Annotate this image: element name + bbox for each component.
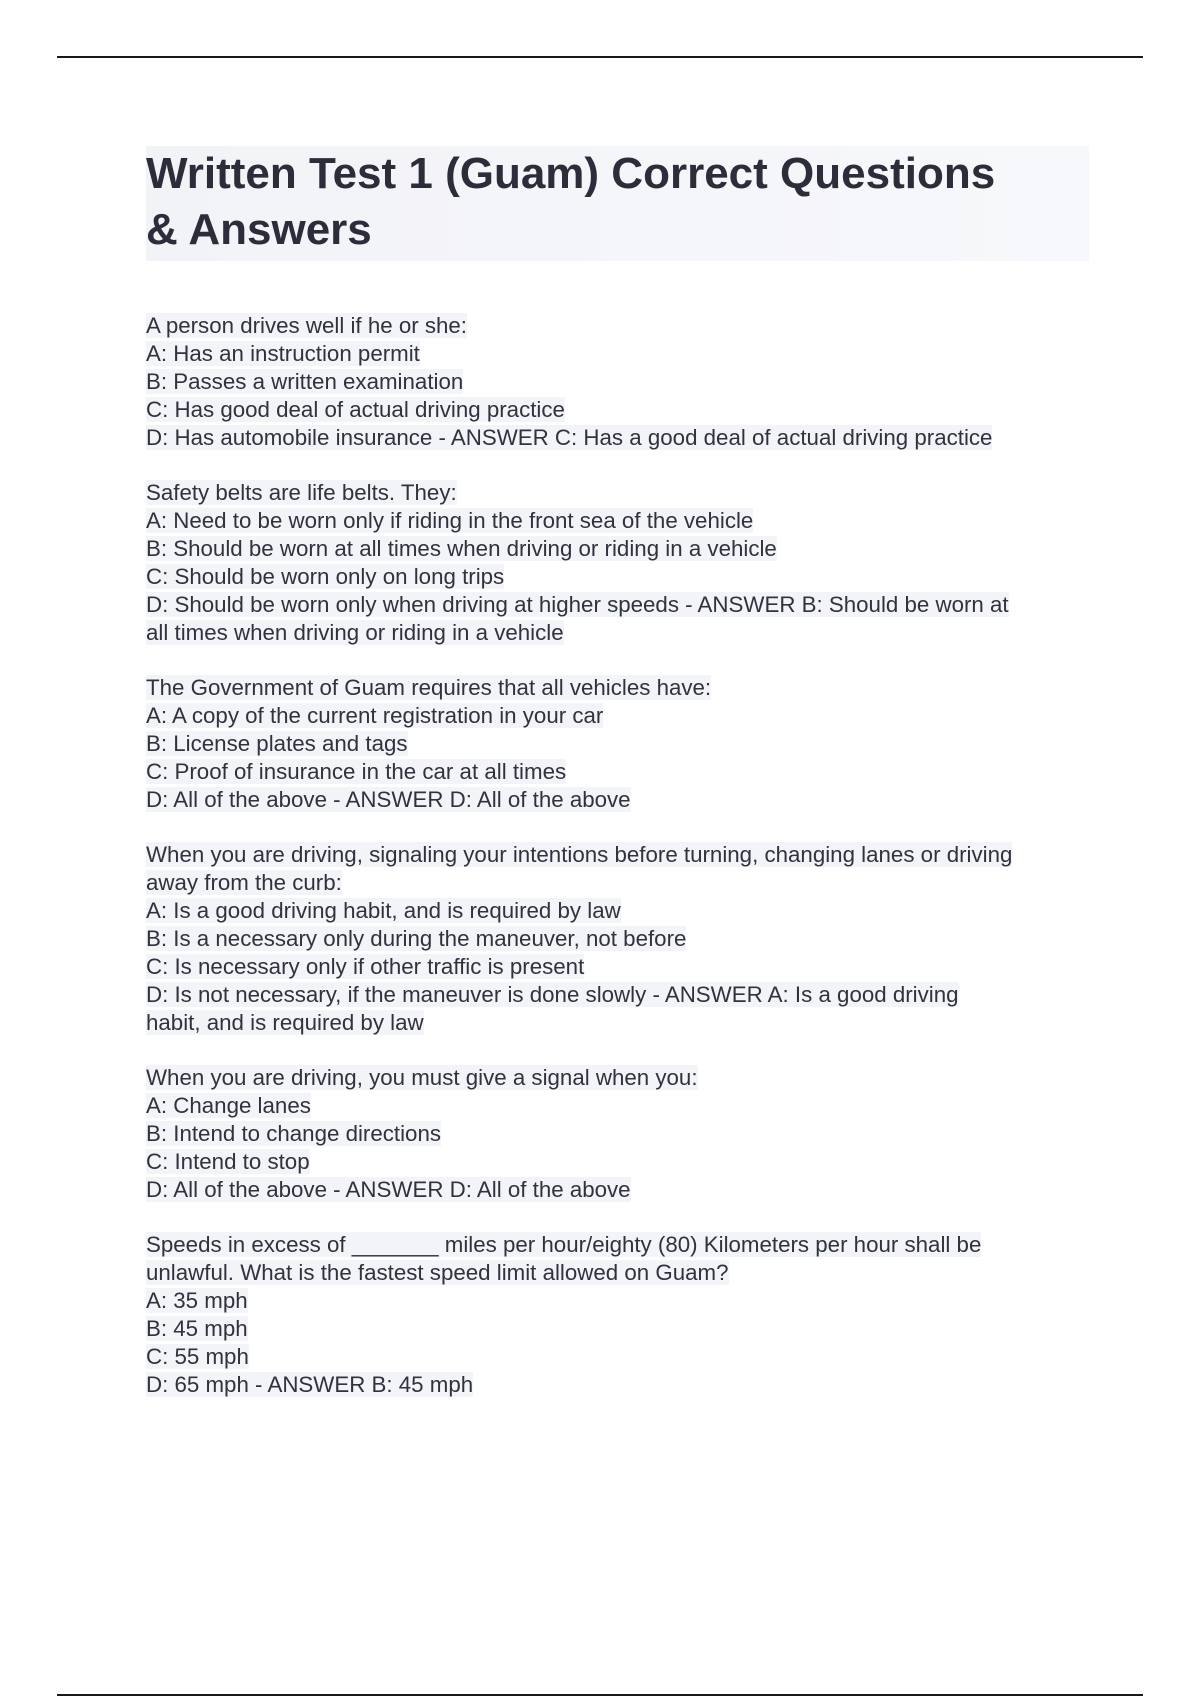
- question-line: [146, 1343, 1096, 1371]
- question-block: [146, 312, 1096, 452]
- question-line: [146, 702, 1096, 730]
- question-line: [146, 758, 1096, 786]
- question-line: [146, 1315, 1096, 1343]
- question-text: [146, 1064, 1096, 1092]
- question-line-text: B: License plates and tags: [146, 731, 408, 756]
- question-line: [146, 507, 1096, 535]
- question-text: [146, 312, 1096, 340]
- question-line-text: A: A copy of the current registration in your car: [146, 703, 604, 728]
- top-rule: [57, 56, 1143, 58]
- question-line-text: C: 55 mph: [146, 1344, 249, 1369]
- question-line: [146, 869, 1096, 897]
- question-line: [146, 1148, 1096, 1176]
- page-title-line: & Answers: [146, 205, 372, 254]
- question-line-text: A: 35 mph: [146, 1288, 248, 1313]
- question-line: [146, 897, 1096, 925]
- question-line: [146, 368, 1096, 396]
- question-line: [146, 925, 1096, 953]
- question-line-text: The Government of Guam requires that all vehicles have:: [146, 675, 712, 700]
- question-line-text: D: Has automobile insurance - ANSWER C: Has a good deal of actual driving practice: [146, 425, 993, 450]
- question-line-text: A: Is a good driving habit, and is required by law: [146, 898, 621, 923]
- question-line: [146, 981, 1096, 1009]
- question-text: [146, 479, 1096, 507]
- page-title-line: Written Test 1 (Guam) Correct Questions: [146, 149, 996, 198]
- question-line-text: B: Intend to change directions: [146, 1121, 442, 1146]
- question-line: [146, 1009, 1096, 1037]
- question-line-text: Safety belts are life belts. They:: [146, 480, 457, 505]
- question-line: [146, 535, 1096, 563]
- question-line: [146, 1120, 1096, 1148]
- question-line-text: D: All of the above - ANSWER D: All of the above: [146, 787, 631, 812]
- question-line: [146, 730, 1096, 758]
- question-line-text: C: Is necessary only if other traffic is present: [146, 954, 585, 979]
- question-line: [146, 953, 1096, 981]
- question-line: [146, 396, 1096, 424]
- question-text: [146, 1231, 1096, 1259]
- question-line-text: away from the curb:: [146, 870, 342, 895]
- question-line-text: C: Proof of insurance in the car at all times: [146, 759, 567, 784]
- question-line: [146, 1259, 1096, 1287]
- question-line-text: C: Has good deal of actual driving practice: [146, 397, 565, 422]
- question-line: [146, 786, 1096, 814]
- question-block: [146, 479, 1096, 647]
- question-line: [146, 591, 1096, 619]
- question-block: [146, 1064, 1096, 1204]
- question-text: [146, 841, 1096, 869]
- page-title: [146, 146, 1089, 258]
- question-block: [146, 1231, 1096, 1399]
- question-line-text: A person drives well if he or she:: [146, 313, 467, 338]
- bottom-rule: [57, 1694, 1143, 1696]
- question-line: [146, 1092, 1096, 1120]
- question-line-text: A: Has an instruction permit: [146, 341, 420, 366]
- question-line-text: A: Need to be worn only if riding in the front sea of the vehicle: [146, 508, 754, 533]
- question-line-text: C: Intend to stop: [146, 1149, 310, 1174]
- question-line-text: unlawful. What is the fastest speed limit allowed on Guam?: [146, 1260, 729, 1285]
- question-line-text: D: All of the above - ANSWER D: All of the above: [146, 1177, 631, 1202]
- question-text: [146, 674, 1096, 702]
- title-block: [146, 146, 1089, 261]
- question-line-text: D: 65 mph - ANSWER B: 45 mph: [146, 1372, 474, 1397]
- question-line-text: When you are driving, signaling your intentions before turning, changing lanes or driving: [146, 842, 1013, 867]
- question-block: [146, 674, 1096, 814]
- question-line-text: B: Passes a written examination: [146, 369, 464, 394]
- question-line-text: B: Is a necessary only during the maneuver, not before: [146, 926, 687, 951]
- question-line: [146, 563, 1096, 591]
- question-line-text: D: Should be worn only when driving at higher speeds - ANSWER B: Should be worn at: [146, 592, 1009, 617]
- question-line: [146, 619, 1096, 647]
- question-line: [146, 424, 1096, 452]
- question-line-text: A: Change lanes: [146, 1093, 311, 1118]
- question-line-text: B: 45 mph: [146, 1316, 248, 1341]
- question-line-text: When you are driving, you must give a signal when you:: [146, 1065, 698, 1090]
- question-line-text: B: Should be worn at all times when driving or riding in a vehicle: [146, 536, 777, 561]
- question-line-text: all times when driving or riding in a vehicle: [146, 620, 564, 645]
- question-line: [146, 1371, 1096, 1399]
- question-line: [146, 1287, 1096, 1315]
- question-list: [146, 312, 1096, 1426]
- question-line: [146, 1176, 1096, 1204]
- question-line: [146, 340, 1096, 368]
- question-line-text: habit, and is required by law: [146, 1010, 424, 1035]
- question-line-text: D: Is not necessary, if the maneuver is done slowly - ANSWER A: Is a good driving: [146, 982, 959, 1007]
- question-line-text: C: Should be worn only on long trips: [146, 564, 505, 589]
- question-line-text: Speeds in excess of _______ miles per hour/eighty (80) Kilometers per hour shall be: [146, 1232, 982, 1257]
- question-block: [146, 841, 1096, 1037]
